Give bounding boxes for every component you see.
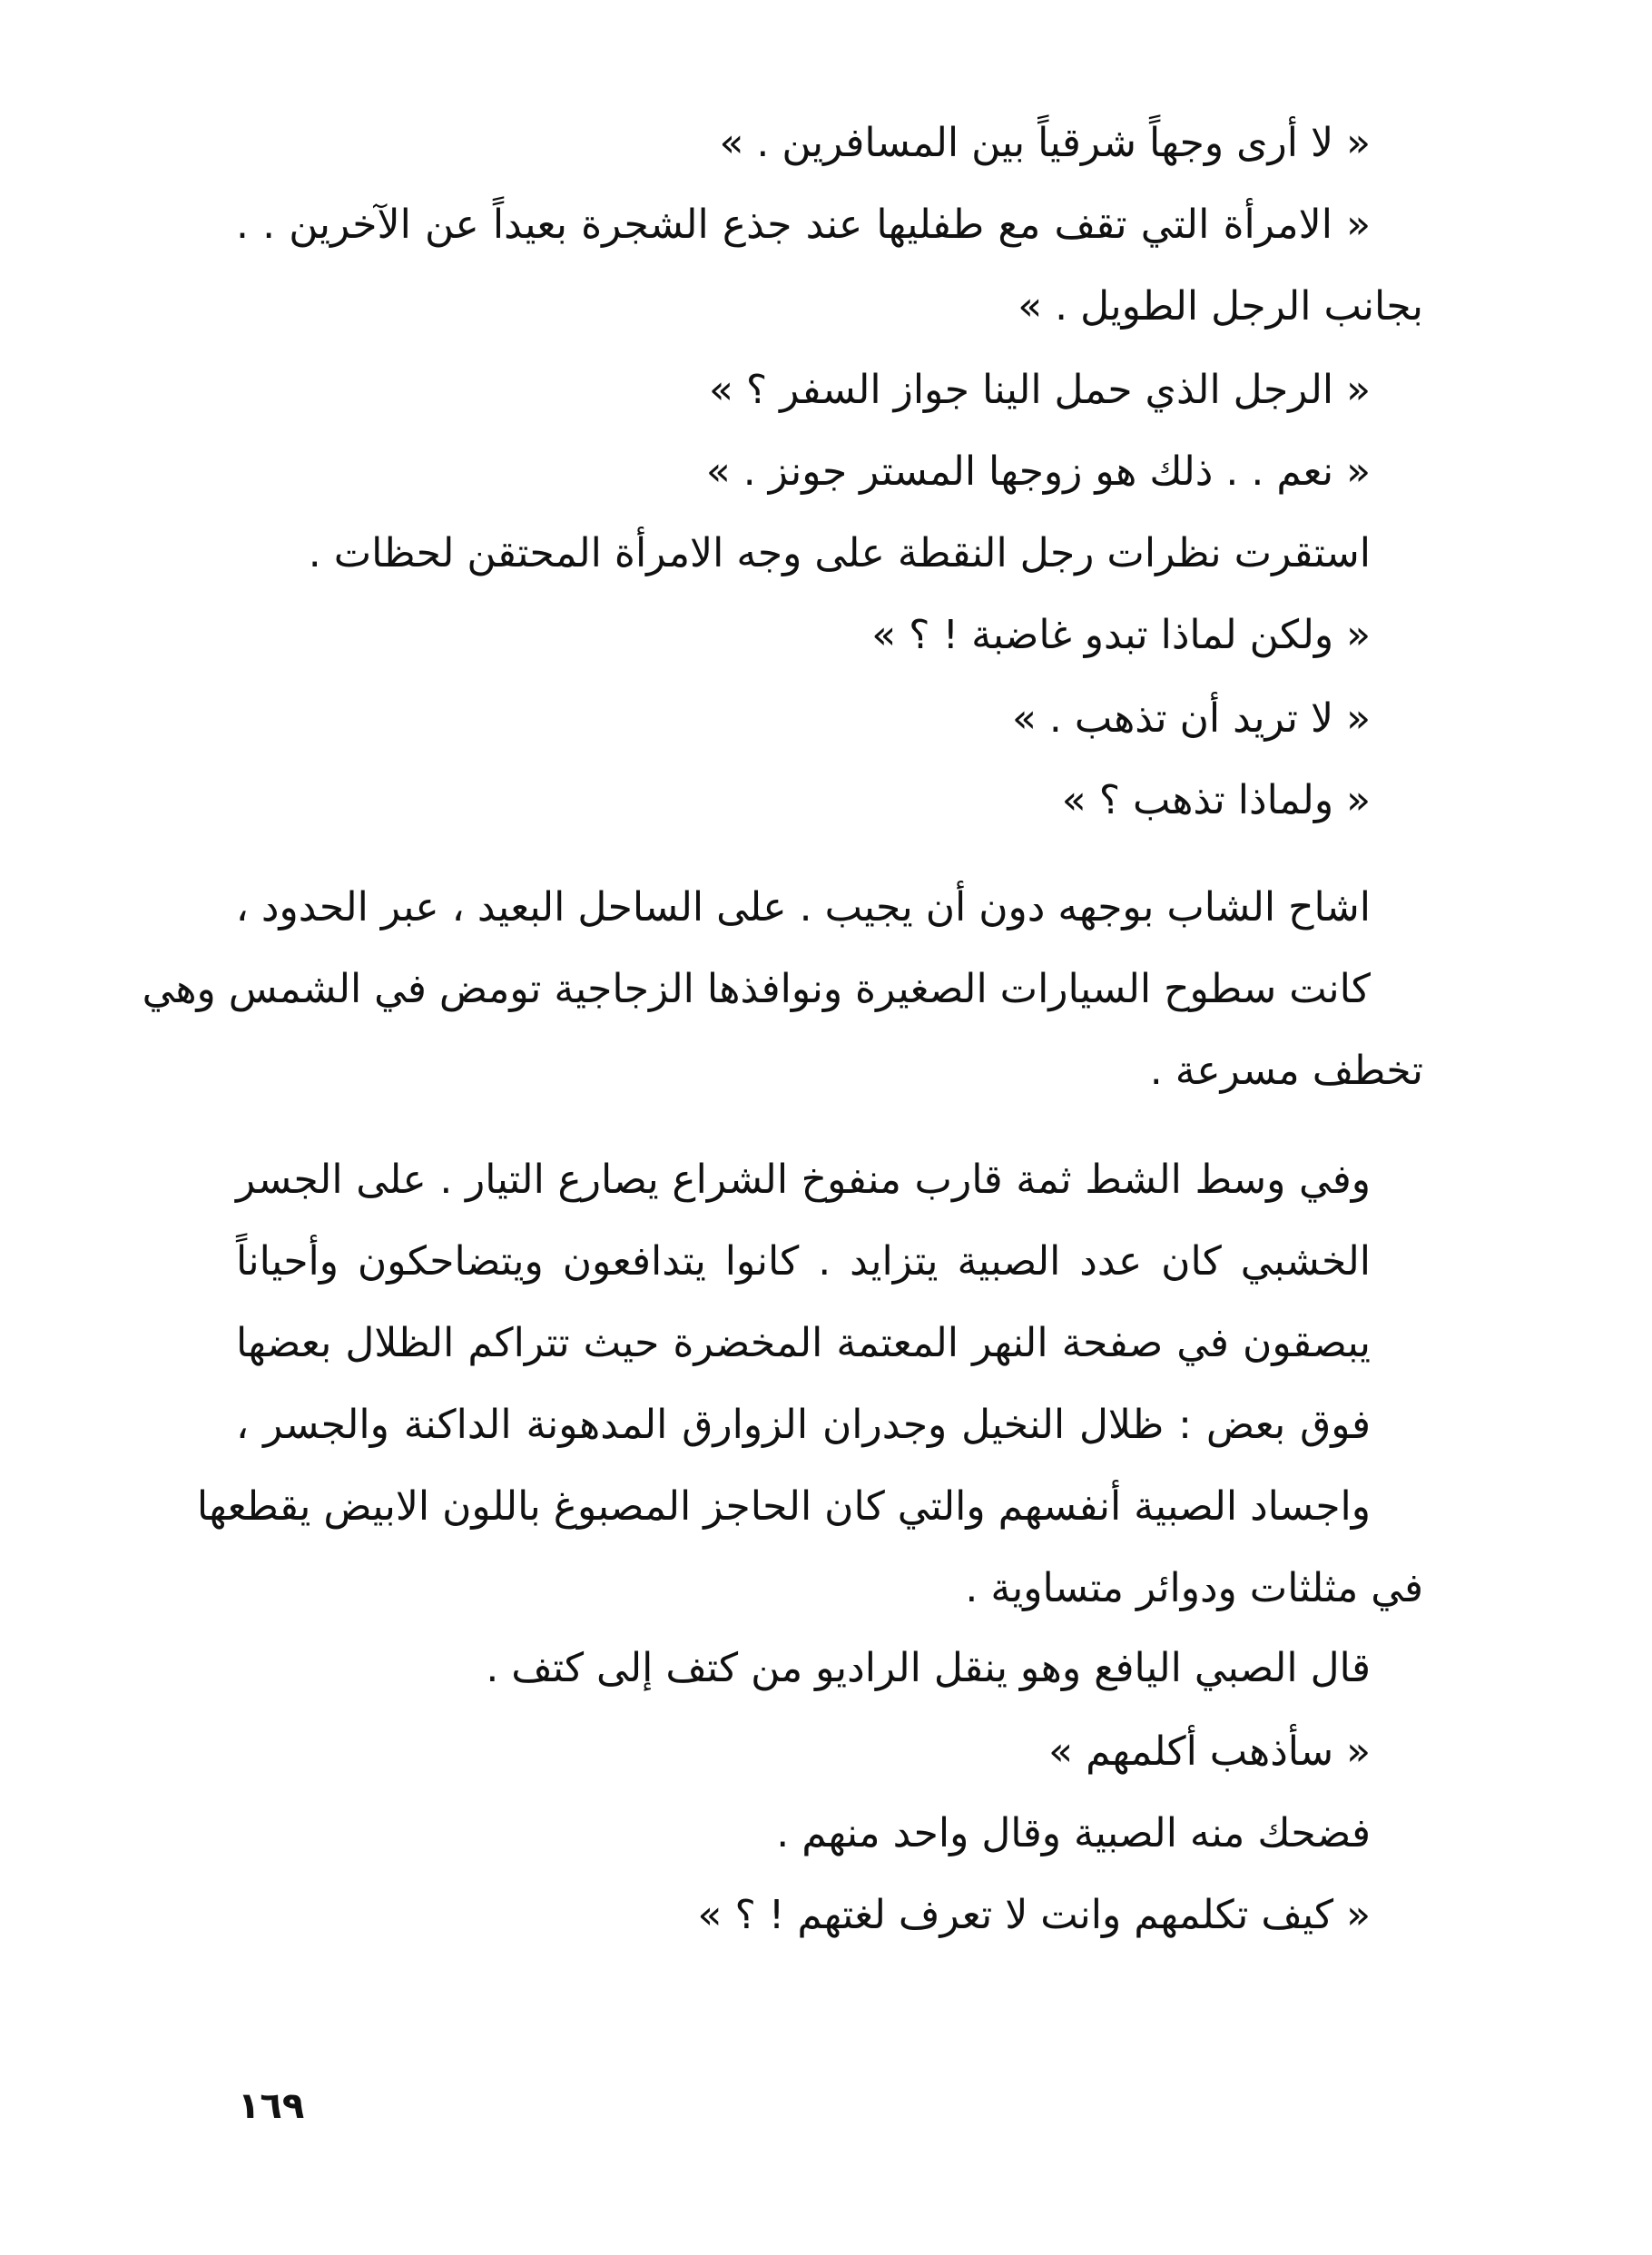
text-line-19: قال الصبي اليافع وهو ينقل الراديو من كتف إلى كتف .	[486, 1645, 1371, 1691]
text-line-9: « ولماذا تذهب ؟ »	[1061, 777, 1371, 823]
text-line-7: « ولكن لماذا تبدو غاضبة ! ؟ »	[871, 612, 1371, 658]
text-line-5: « نعم . . ذلك هو زوجها المستر جونز . »	[705, 448, 1371, 495]
text-line-11: كانت سطوح السيارات الصغيرة ونوافذها الزجاجية تومض في الشمس وهي	[142, 966, 1371, 1012]
text-line-10: اشاح الشاب بوجهه دون أن يجيب . على الساحل البعيد ، عبر الحدود ،	[235, 884, 1371, 931]
text-line-17: واجساد الصبية أنفسهم والتي كان الحاجز المصبوغ باللون الابيض يقطعها	[196, 1483, 1371, 1530]
text-line-8: « لا تريد أن تذهب . »	[1012, 695, 1371, 742]
text-line-21: فضحك منه الصبية وقال واحد منهم .	[776, 1810, 1371, 1856]
text-line-3: بجانب الرجل الطويل . »	[1018, 283, 1423, 330]
text-line-18: في مثلثات ودوائر متساوية .	[965, 1565, 1423, 1611]
text-line-13: وفي وسط الشط ثمة قارب منفوخ الشراع يصارع التيار . على الجسر	[236, 1157, 1371, 1203]
text-line-12: تخطف مسرعة .	[1149, 1048, 1423, 1094]
page-number: ١٦٩	[238, 2085, 305, 2127]
text-line-1: « لا أرى وجهاً شرقياً بين المسافرين . »	[719, 120, 1371, 166]
text-line-14: الخشبي كان عدد الصبية يتزايد . كانوا يتدافعون ويتضاحكون وأحياناً	[236, 1238, 1371, 1285]
text-line-16: فوق بعض : ظلال النخيل وجدران الزوارق المدهونة الداكنة والجسر ،	[236, 1402, 1371, 1448]
text-line-2: « الامرأة التي تقف مع طفليها عند جذع الشجرة بعيداً عن الآخرين . .	[236, 202, 1371, 248]
text-line-20: « سأذهب أكلمهم »	[1048, 1728, 1371, 1775]
text-line-15: يبصقون في صفحة النهر المعتمة المخضرة حيث تتراكم الظلال بعضها	[236, 1320, 1371, 1366]
text-line-4: « الرجل الذي حمل الينا جواز السفر ؟ »	[708, 367, 1371, 413]
text-line-6: استقرت نظرات رجل النقطة على وجه الامرأة المحتقن لحظات .	[308, 530, 1371, 576]
text-line-22: « كيف تكلمهم وانت لا تعرف لغتهم ! ؟ »	[697, 1892, 1371, 1938]
